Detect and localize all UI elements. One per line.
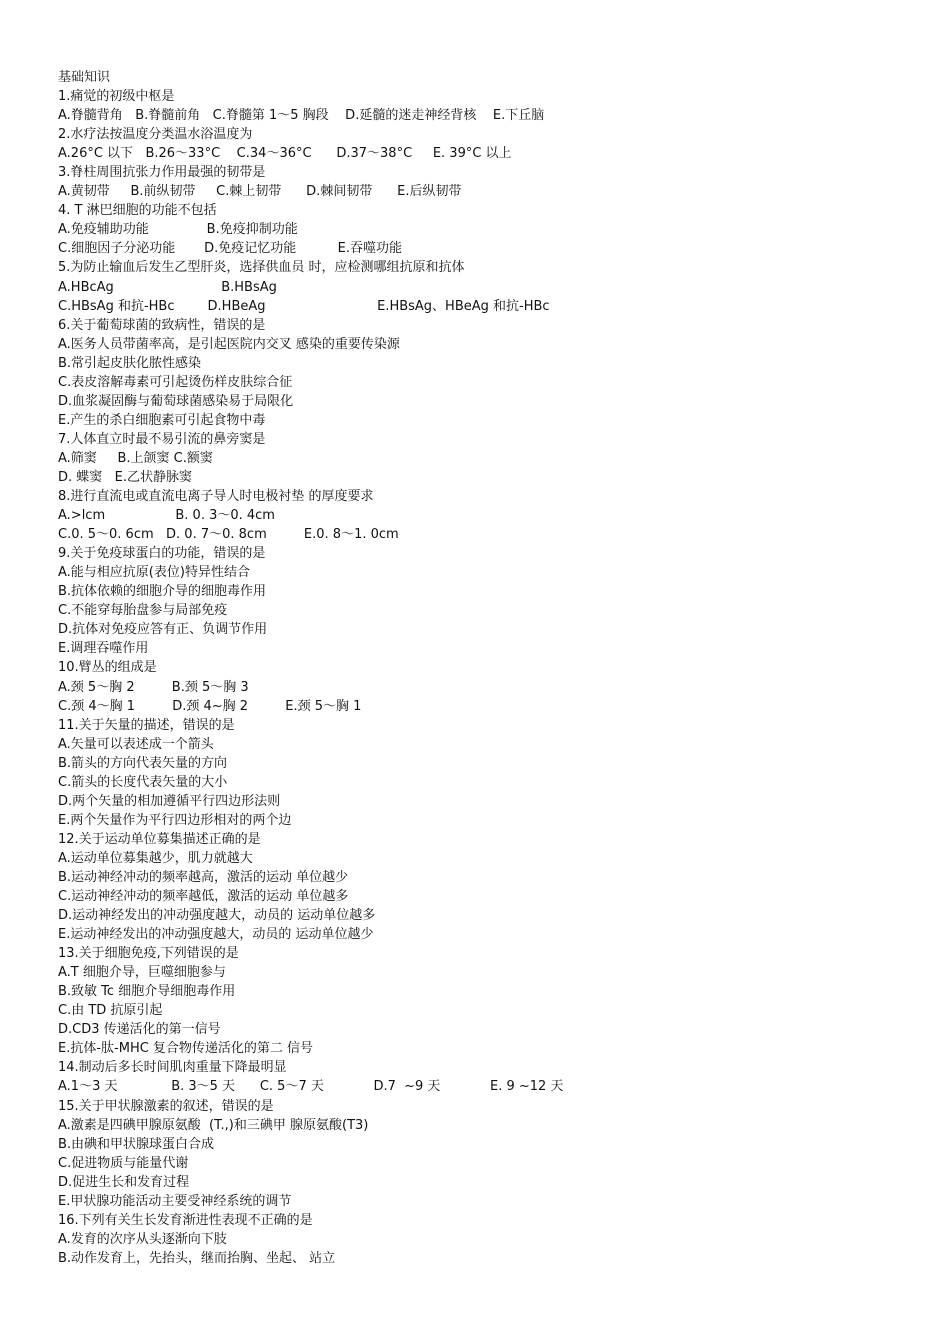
text-line: C.运动神经冲动的频率越低，激活的运动 单位越多 [58,889,349,905]
text-line: C.0. 5～0. 6cm D. 0. 7～0. 8cm E.0. 8～1. 0cm [58,527,399,543]
text-line: A.能与相应抗原(表位)特异性结合 [58,565,250,581]
text-line: C.促进物质与能量代谢 [58,1155,189,1171]
text-line: D.抗体对免疫应答有正、负调节作用 [58,622,268,638]
text-line: 3.脊柱周围抗张力作用最强的韧带是 [58,165,266,181]
text-line: E.运动神经发出的冲动强度越大，动员的 运动单位越少 [58,927,374,943]
text-line: C.细胞因子分泌功能 D.免疫记忆功能 E.吞噬功能 [58,241,402,257]
text-line: C.不能穿每胎盘参与局部免疫 [58,603,228,619]
text-line: A.脊髓背角 B.脊髓前角 C.脊髓第 1～5 胸段 D.延髓的迷走神经背核 E.下丘脑 [58,108,545,124]
text-line: A.运动单位募集越少，肌力就越大 [58,850,253,866]
text-line: 7.人体直立时最不易引流的鼻旁窦是 [58,431,266,447]
text-line: D.运动神经发出的冲动强度越大，动员的 运动单位越多 [58,908,376,924]
text-line: D.CD3 传递活化的第一信号 [58,1022,221,1038]
text-line: C.表皮溶解毒素可引起烫伤样皮肤综合征 [58,374,293,390]
text-line: A.颈 5～胸 2 B.颈 5～胸 3 [58,679,249,695]
text-line: A.1～3 天 B. 3～5 天 C. 5～7 天 D.7 ~9 天 E. 9 ~12 天 [58,1079,564,1095]
text-line: E.抗体-肽-MHC 复合物传递活化的第二 信号 [58,1041,314,1057]
text-line: 6.关于葡萄球菌的致病性，错误的是 [58,317,266,333]
text-line: A.HBcAg B.HBsAg [58,279,277,295]
text-line: E.甲状腺功能活动主要受神经系统的调节 [58,1193,292,1209]
text-line: C.颈 4～胸 1 D.颈 4~胸 2 E.颈 5～胸 1 [58,698,362,714]
text-line: 2.水疗法按温度分类温水浴温度为 [58,127,253,143]
text-line: A.医务人员带菌率高，是引起医院内交叉 感染的重要传染源 [58,336,400,352]
text-line: B.抗体依赖的细胞介导的细胞毒作用 [58,584,267,600]
text-line: A.T 细胞介导，巨噬细胞参与 [58,965,226,981]
text-line: A.矢量可以表述成一个箭头 [58,736,214,752]
text-line: A.筛窦 B.上颌窦 C.额窦 [58,450,213,466]
section-heading: 基础知识 [58,70,111,85]
text-line: E.调理吞噬作用 [58,641,149,657]
text-line: B.致敏 Tc 细胞介导细胞毒作用 [58,984,236,1000]
text-line: 16.下列有关生长发育渐进性表现不正确的是 [58,1212,313,1228]
text-line: 11.关于矢量的描述，错误的是 [58,717,235,733]
text-line: B.箭头的方向代表矢量的方向 [58,755,228,771]
text-line: C.HBsAg 和抗-HBc D.HBeAg E.HBsAg、HBeAg 和抗-HBc [58,298,550,314]
text-line: C.箭头的长度代表矢量的大小 [58,774,228,790]
text-line: A.>lcm B. 0. 3～0. 4cm [58,508,275,524]
text-line: D. 蝶窦 E.乙状静脉窦 [58,469,193,485]
text-line: B.由碘和甲状腺球蛋白合成 [58,1136,215,1152]
text-line: 5.为防止输血后发生乙型肝炎，选择供血员 时，应检测哪组抗原和抗体 [58,260,465,276]
text-line: B.常引起皮肤化脓性感染 [58,355,202,371]
text-line: 14.制动后多长时间肌肉重量下降最明显 [58,1060,287,1076]
text-line: A.免疫辅助功能 B.免疫抑制功能 [58,222,298,238]
text-line: 12.关于运动单位募集描述正确的是 [58,831,261,847]
text-line: A.黄韧带 B.前纵韧带 C.棘上韧带 D.棘间韧带 E.后纵韧带 [58,184,462,200]
text-line: D.血浆凝固酶与葡萄球菌感染易于局限化 [58,393,294,409]
text-line: E.两个矢量作为平行四边形相对的两个边 [58,812,292,828]
text-line: A.发育的次序从头逐渐向下肢 [58,1231,227,1247]
text-line: 4. T 淋巴细胞的功能不包括 [58,203,217,219]
text-line: E.产生的杀白细胞素可引起食物中毒 [58,412,266,428]
text-line: 1.痛觉的初级中枢是 [58,89,175,105]
text-line: A.激素是四碘甲腺原氨酸 (T.,)和三碘甲 腺原氨酸(T3) [58,1117,369,1133]
text-line: A.26°C 以下 B.26～33°C C.34～36°C D.37～38°C E. 39°C 以上 [58,146,512,162]
text-line: 9.关于免疫球蛋白的功能，错误的是 [58,546,266,562]
text-line: D.促进生长和发育过程 [58,1174,190,1190]
text-line: 13.关于细胞免疫,下列错误的是 [58,946,239,962]
text-line: 10.臂丛的组成是 [58,660,157,676]
text-line: D.两个矢量的相加遵循平行四边形法则 [58,793,281,809]
text-line: 15.关于甲状腺激素的叙述，错误的是 [58,1098,274,1114]
document-page [58,68,918,1268]
text-line: B.运动神经冲动的频率越高，激活的运动 单位越少 [58,869,349,885]
text-line: 8.进行直流电或直流电离子导人时电极衬垫 的厚度要求 [58,489,374,505]
text-line: B.动作发育上，先抬头，继而抬胸、坐起、 站立 [58,1250,336,1266]
text-line: C.由 TD 抗原引起 [58,1003,163,1019]
